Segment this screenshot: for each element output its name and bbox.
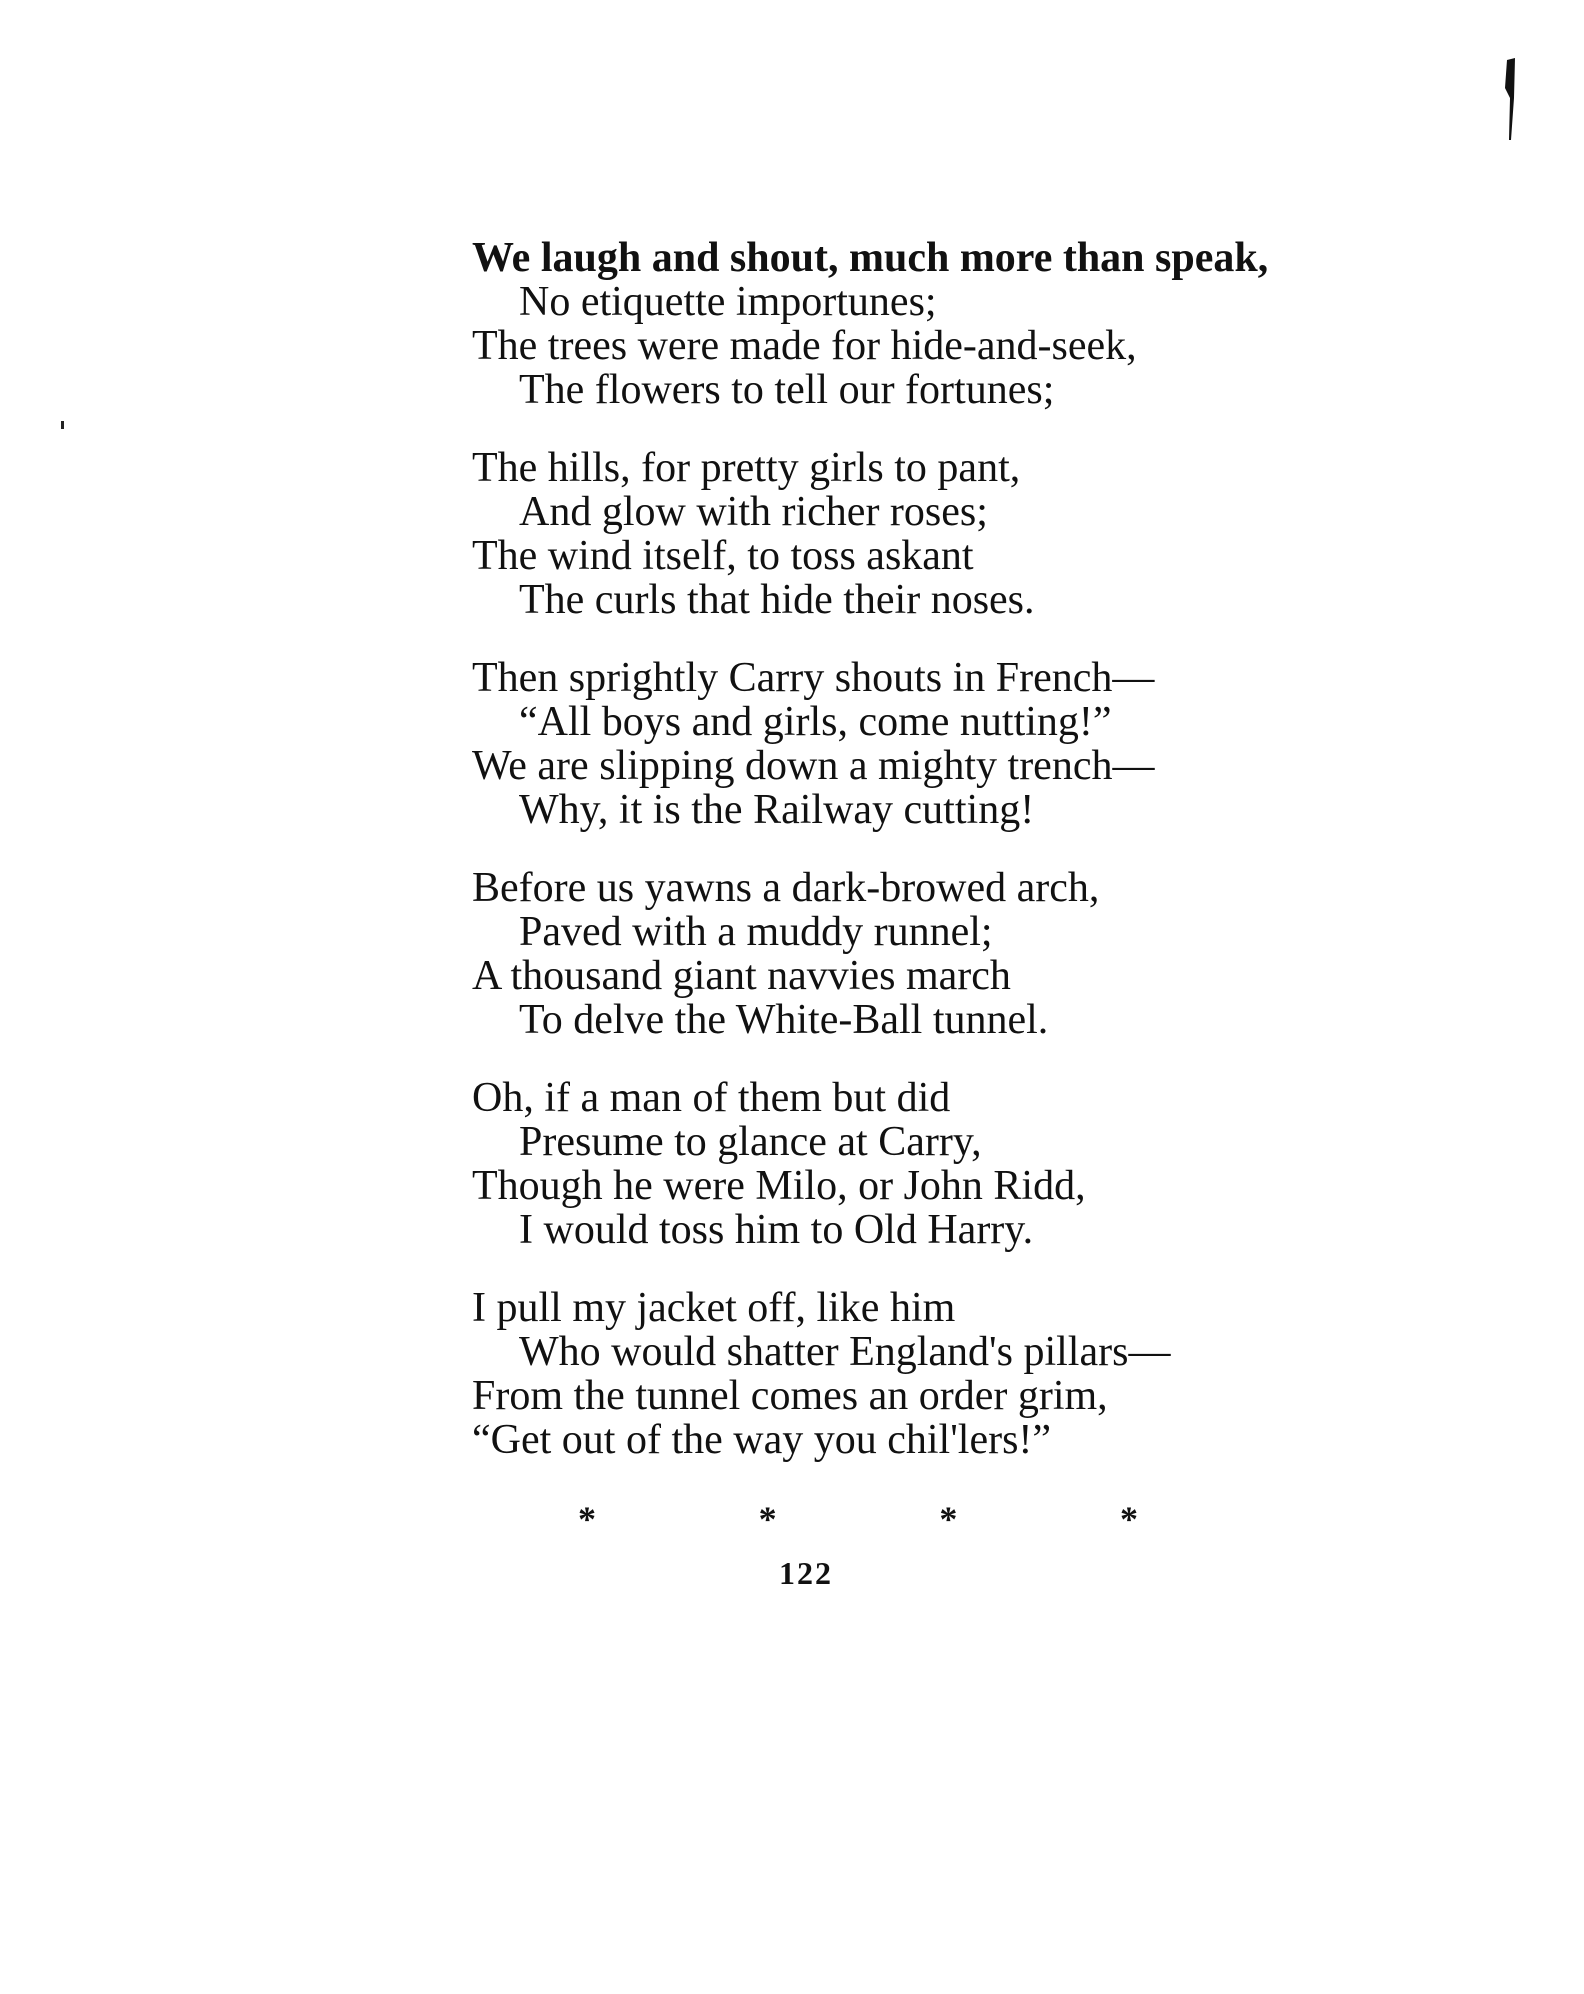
- verse-line: No etiquette importunes;: [519, 279, 937, 325]
- verse-line: And glow with richer roses;: [519, 489, 988, 535]
- verse-line: To delve the White-Ball tunnel.: [519, 997, 1049, 1043]
- verse-line: A thousand giant navvies march: [472, 953, 1011, 999]
- stanza-2: [472, 446, 1372, 622]
- verse-line: Though he were Milo, or John Ridd,: [472, 1163, 1086, 1209]
- asterisk: *: [1119, 1499, 1138, 1539]
- verse-line: The trees were made for hide-and-seek,: [472, 323, 1137, 369]
- verse-line: Who would shatter England's pillars—: [519, 1329, 1171, 1375]
- verse-line: I pull my jacket off, like him: [472, 1285, 956, 1331]
- verse-line: “All boys and girls, come nutting!”: [519, 699, 1112, 745]
- verse-line: Why, it is the Railway cutting!: [519, 787, 1035, 833]
- verse-line: Oh, if a man of them but did: [472, 1075, 951, 1121]
- verse-line: We are slipping down a mighty trench—: [472, 743, 1155, 789]
- verse-line: Before us yawns a dark-browed arch,: [472, 865, 1100, 911]
- verse-line: The wind itself, to toss askant: [472, 533, 974, 579]
- stanza-6: [472, 1286, 1372, 1462]
- stanza-1: [472, 236, 1372, 412]
- ink-mark: [1503, 58, 1517, 140]
- verse-line: The curls that hide their noses.: [519, 577, 1035, 623]
- asterisk: *: [578, 1499, 596, 1539]
- verse-line: From the tunnel comes an order grim,: [472, 1373, 1108, 1419]
- verse-line: Paved with a muddy runnel;: [519, 909, 993, 955]
- verse-line: I would toss him to Old Harry.: [519, 1207, 1034, 1253]
- poem-text: [472, 236, 1372, 1496]
- speck-mark: [61, 421, 64, 429]
- verse-line: Then sprightly Carry shouts in French—: [472, 655, 1155, 701]
- stanza-4: [472, 866, 1372, 1042]
- asterisk: *: [758, 1499, 777, 1539]
- verse-line: “Get out of the way you chil'lers!”: [472, 1417, 1052, 1463]
- verse-line: The flowers to tell our fortunes;: [519, 367, 1055, 413]
- stanza-3: [472, 656, 1372, 832]
- section-break: [578, 1498, 1138, 1540]
- verse-line: We laugh and shout, much more than speak,: [472, 235, 1269, 281]
- asterisk: *: [939, 1499, 958, 1539]
- stanza-5: [472, 1076, 1372, 1252]
- verse-line: The hills, for pretty girls to pant,: [472, 445, 1021, 491]
- page-number: 122: [779, 1555, 833, 1591]
- verse-line: Presume to glance at Carry,: [519, 1119, 982, 1165]
